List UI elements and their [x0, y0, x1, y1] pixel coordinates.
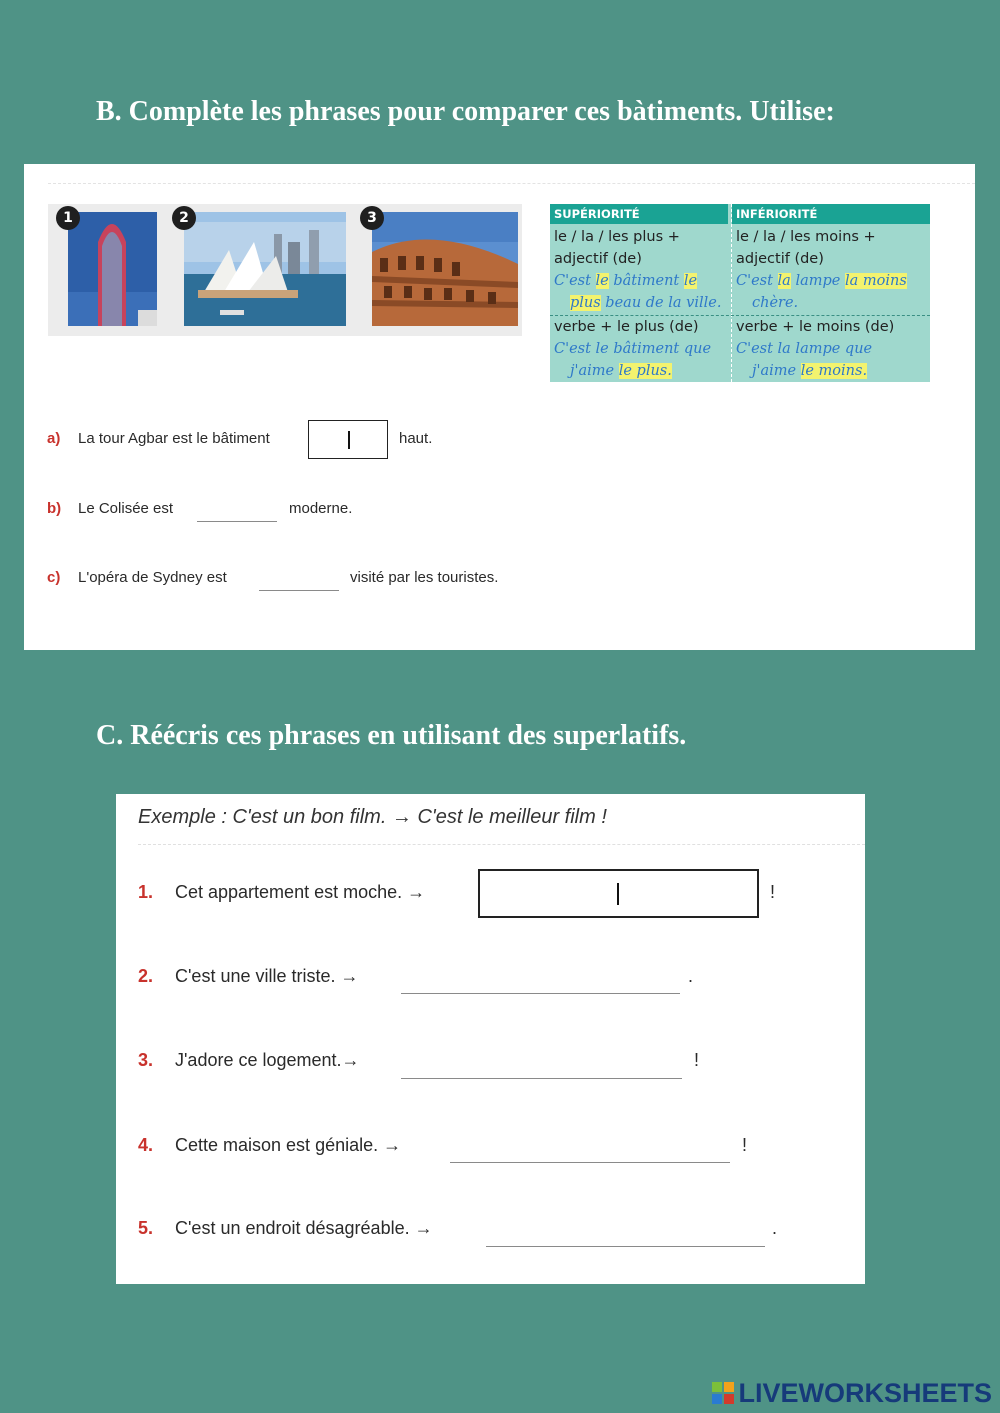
rule-line: adjectif (de) — [554, 251, 642, 267]
item-number: 4. — [138, 1135, 154, 1155]
photo-sydney-opera — [184, 212, 346, 326]
text-caret — [617, 883, 619, 905]
item-text-after: haut. — [399, 430, 433, 447]
item-text: Le Colisée est — [78, 500, 174, 517]
rewrite-item-4 — [138, 1135, 838, 1165]
section-b-panel — [24, 164, 975, 650]
rule-line: verbe + le plus (de) — [554, 319, 699, 335]
exercise-item-c — [47, 569, 647, 599]
example-line: C'est le bâtiment le — [554, 273, 698, 289]
divider — [48, 183, 975, 184]
item-end-punctuation: ! — [770, 882, 776, 902]
item-text-after: moderne. — [289, 500, 353, 517]
example-sentence: Exemple : C'est un bon film. → C'est le meilleur film ! — [138, 806, 607, 828]
answer-input-5[interactable] — [486, 1218, 765, 1247]
item-letter: a) — [47, 430, 61, 447]
example-line: chère. — [752, 295, 799, 311]
item-end-punctuation: . — [688, 966, 694, 986]
photo-strip — [48, 204, 522, 336]
item-end-punctuation: ! — [742, 1135, 748, 1155]
logo-icon — [712, 1382, 734, 1404]
item-text: J'adore ce logement.→ — [175, 1050, 360, 1070]
section-c-panel — [116, 794, 865, 1284]
header-inferiority: INFÉRIORITÉ — [732, 204, 930, 224]
rewrite-item-1 — [138, 882, 838, 912]
rule-line: le / la / les moins + — [736, 229, 876, 245]
example-line: j'aime le plus. — [570, 363, 672, 379]
item-text-after: visité par les touristes. — [350, 569, 499, 586]
exercise-item-a — [47, 430, 647, 470]
item-text: Cet appartement est moche. → — [175, 882, 426, 902]
answer-input-4[interactable] — [450, 1135, 730, 1163]
section-b-title: B. Complète les phrases pour comparer ces bàtiments. Utilise: — [96, 96, 835, 127]
item-text: La tour Agbar est le bâtiment — [78, 430, 270, 447]
grammar-table — [550, 204, 930, 382]
answer-input-1[interactable] — [478, 869, 759, 918]
example-line: plus beau de la ville. — [570, 295, 722, 311]
exercise-item-b — [47, 500, 647, 530]
superiority-column — [554, 226, 732, 382]
photo-number-2: 2 — [172, 206, 196, 230]
item-letter: b) — [47, 500, 62, 517]
header-superiority: SUPÉRIORITÉ — [550, 204, 728, 224]
answer-input-3[interactable] — [401, 1050, 682, 1079]
item-number: 5. — [138, 1218, 154, 1238]
item-end-punctuation: . — [772, 1218, 778, 1238]
photo-colosseum — [372, 212, 518, 326]
answer-input-c[interactable] — [259, 569, 339, 591]
photo-torre-agbar — [68, 212, 157, 326]
inferiority-column — [736, 226, 928, 382]
rewrite-item-3 — [138, 1050, 838, 1080]
item-number: 2. — [138, 966, 154, 986]
rewrite-item-5 — [138, 1218, 838, 1248]
item-number: 3. — [138, 1050, 154, 1070]
logo-text: LIVEWORKSHEETS — [738, 1377, 992, 1408]
photo-number-3: 3 — [360, 206, 384, 230]
answer-input-2[interactable] — [401, 966, 680, 994]
section-c-title: C. Réécris ces phrases en utilisant des superlatifs. — [96, 720, 687, 751]
text-caret — [348, 431, 350, 449]
photo-number-1: 1 — [56, 206, 80, 230]
rewrite-item-2 — [138, 966, 838, 996]
item-text: C'est une ville triste. → — [175, 966, 359, 986]
item-text: Cette maison est géniale. → — [175, 1135, 402, 1155]
example-line: C'est la lampe la moins — [736, 273, 907, 289]
item-text: L'opéra de Sydney est — [78, 569, 227, 586]
answer-input-b[interactable] — [197, 500, 277, 522]
item-letter: c) — [47, 569, 61, 586]
example-line: C'est la lampe que — [736, 341, 873, 357]
item-text: C'est un endroit désagréable. → — [175, 1218, 433, 1238]
rule-line: verbe + le moins (de) — [736, 319, 895, 335]
item-end-punctuation: ! — [694, 1050, 700, 1070]
answer-input-a[interactable] — [308, 420, 388, 459]
divider — [138, 844, 865, 845]
rule-line: le / la / les plus + — [554, 229, 680, 245]
example-line: j'aime le moins. — [752, 363, 868, 379]
example-line: C'est le bâtiment que — [554, 341, 712, 357]
liveworksheets-logo — [712, 1376, 992, 1410]
rule-line: adjectif (de) — [736, 251, 824, 267]
item-number: 1. — [138, 882, 154, 902]
